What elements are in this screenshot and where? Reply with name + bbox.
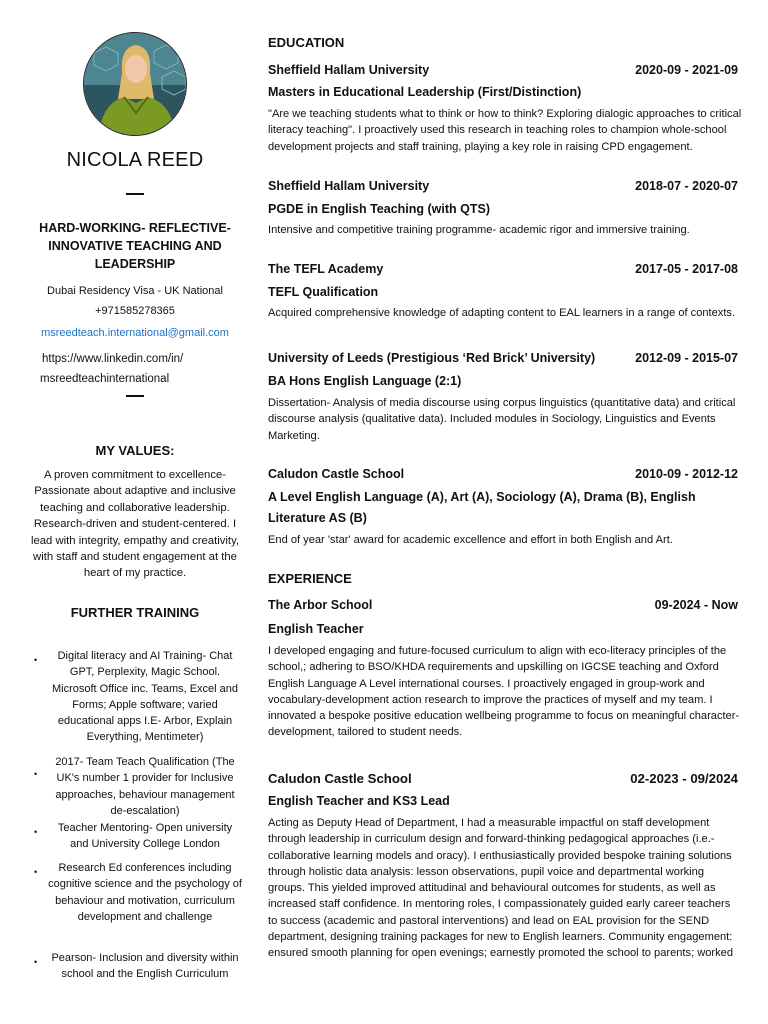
job-title: English Teacher xyxy=(268,622,364,636)
bullet-icon: • xyxy=(34,867,38,877)
education-entry-header xyxy=(268,467,738,481)
phone-number: +971585278365 xyxy=(95,305,175,317)
email-link[interactable]: msreedteach.international@gmail.com xyxy=(41,327,229,339)
tagline: HARD-WORKING- REFLECTIVE- INNOVATIVE TEACHING AND LEADERSHIP xyxy=(39,221,231,271)
entry-description: I developed engaging and future-focused curriculum to align with eco-literacy principles of the school,; adhering to BSO/KHDA requirements and upskilling on IGCSE teaching and Oxford English Language A Level international courses. I proactively engaged in group-work and vocabulary-development action research to improve the practices of myself and my team. I innovated a bespoke positive education wellbeing programme to focus on meaningful character-development, tailored to student needs. xyxy=(268,645,740,739)
date-range: 2010-09 - 2012-12 xyxy=(635,467,738,481)
qualification-title: Masters in Educational Leadership (First/Distinction) xyxy=(268,85,582,99)
candidate-name: NICOLA REED xyxy=(66,149,204,171)
bullet-icon: • xyxy=(34,827,38,837)
profile-photo xyxy=(83,32,187,136)
entry-description: Acquired comprehensive knowledge of adapting content to EAL learners in a range of contexts. xyxy=(268,307,736,319)
training-item: • Pearson- Inclusion and diversity within school and the English Curriculum xyxy=(34,952,239,981)
institution-name: Caludon Castle School xyxy=(268,467,405,481)
entry-description: End of year 'star' award for academic excellence and effort in both English and Art. xyxy=(268,534,673,546)
date-range: 2018-07 - 2020-07 xyxy=(635,179,738,193)
date-range: 09-2024 - Now xyxy=(654,598,738,612)
bullet-icon: • xyxy=(34,957,38,967)
date-range: 02-2023 - 09/2024 xyxy=(630,771,738,786)
training-item: • Digital literacy and AI Training- Chat GPT, Perplexity, Magic School. Microsoft Office inc. Teams, Excel and Forms; Apple software; varied educational apps I.E- Arbor, Explain Everything, Mentimeter) xyxy=(34,650,239,744)
qualification-title: A Level English Language (A), Art (A), Sociology (A), Drama (B), English Literature AS (B) xyxy=(268,490,696,525)
institution-name: University of Leeds (Prestigious ‘Red Brick’ University) xyxy=(268,351,596,365)
qualification-title: PGDE in English Teaching (with QTS) xyxy=(268,202,490,216)
date-range: 2020-09 - 2021-09 xyxy=(635,63,738,77)
divider xyxy=(126,193,144,195)
date-range: 2012-09 - 2015-07 xyxy=(635,351,738,365)
job-title: English Teacher and KS3 Lead xyxy=(268,794,450,808)
education-entry-header xyxy=(268,262,738,276)
main-content xyxy=(268,0,740,1024)
education-heading: EDUCATION xyxy=(268,35,345,50)
entry-description: Intensive and competitive training programme- academic rigor and immersive training. xyxy=(268,224,690,236)
institution-name: Sheffield Hallam University xyxy=(268,179,430,193)
date-range: 2017-05 - 2017-08 xyxy=(635,262,738,276)
education-entry-header xyxy=(268,179,738,193)
training-heading: FURTHER TRAINING xyxy=(70,605,200,620)
bullet-icon: • xyxy=(34,655,38,665)
institution-name: The TEFL Academy xyxy=(268,262,384,276)
entry-description: Dissertation- Analysis of media discourse using corpus linguistics (quantitative data) and critical discourse analysis (qualitative data). Included modules in Sociology, Linguistics and Events Marketing. xyxy=(268,397,736,442)
divider xyxy=(126,395,144,397)
sidebar xyxy=(0,0,250,1024)
education-entry-header xyxy=(268,351,738,365)
training-item: • Teacher Mentoring- Open university and University College London xyxy=(34,822,233,851)
training-item: • 2017- Team Teach Qualification (The UK's number 1 provider for Inclusive approaches, behaviour management de-escalation) xyxy=(34,756,235,817)
bullet-icon: • xyxy=(34,769,38,779)
values-text: A proven commitment to excellence- Passionate about adaptive and inclusive teaching and collaborative leadership. Research-driven and student-centered. I lead with integrity, empathy and creativity, with staff and student engagement at the heart of my practice. xyxy=(30,469,240,580)
linkedin-link-line2[interactable]: msreedteachinternational xyxy=(40,373,170,385)
education-entry-header xyxy=(268,63,738,77)
training-item: • Research Ed conferences including cognitive science and the psychology of behaviour and motivation, curriculum development and challenge xyxy=(34,862,242,923)
experience-heading: EXPERIENCE xyxy=(268,571,352,586)
linkedin-link-line1[interactable]: https://www.linkedin.com/in/ xyxy=(42,353,184,365)
qualification-title: TEFL Qualification xyxy=(268,285,379,299)
entry-description: Acting as Deputy Head of Department, I had a measurable impactful on staff development through leadership in curriculum design and forward-thinking pedagogical approaches (i.e.- collaborative learning models and oracy). I enthusiastically provided bespoke training solutions through holistic data analysis: lesson observations, pupil voice and departmental working groups. This yielded improved attitudinal and behavioural outcomes for students, as well as increased staff confidence. In mentoring roles, I compassionately guided early career teachers to success (academic and pastoral interventions) and lead on EAL provision for the SEND department, designing training packages for new to English learners. Community engagement: ensured smooth planning for open evenings; earnestly promoted the school to parents; worked xyxy=(268,817,733,960)
employer-name: Caludon Castle School xyxy=(268,771,412,786)
employer-name: The Arbor School xyxy=(268,598,373,612)
qualification-title: BA Hons English Language (2:1) xyxy=(268,374,462,388)
values-heading: MY VALUES: xyxy=(95,443,175,458)
entry-description: "Are we teaching students what to think or how to think? Exploring dialogic approaches to critical literacy teaching". I proactively used this research in teaching roles to champion whole-school development projects and staff training, playing a key role in raising CPD engagement. xyxy=(268,108,742,153)
experience-entry-header xyxy=(268,771,738,786)
visa-status: Dubai Residency Visa - UK National xyxy=(47,285,223,297)
institution-name: Sheffield Hallam University xyxy=(268,63,430,77)
experience-entry-header xyxy=(268,598,738,612)
